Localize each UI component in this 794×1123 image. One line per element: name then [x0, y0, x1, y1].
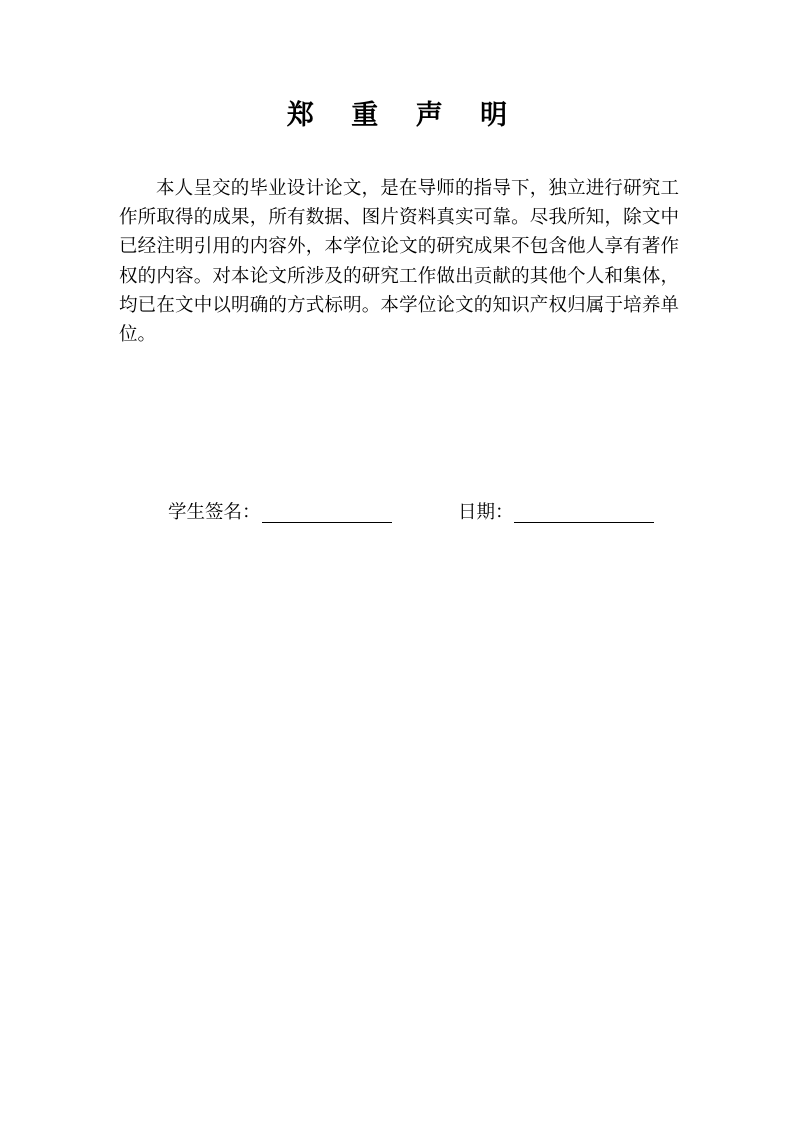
date-label: 日期：	[458, 502, 514, 523]
student-signature-label: 学生签名：	[168, 502, 261, 523]
page-title: 郑 重 声 明	[286, 100, 522, 131]
declaration-text: 本人呈交的毕业设计论文，是在导师的指导下，独立进行研究工作所取得的成果，所有数据、图片资料真实可靠。尽我所知，除文中已经注明引用的内容外，本学位论文的研究成果不包含他人享有著作权的内容。对本论文所涉及的研究工作做出贡献的其他个人和集体，均已在文中以明确的方式标明。本学位论文的知识产权归属于培养单位。	[119, 178, 679, 346]
student-signature-line	[262, 522, 392, 523]
signature-row	[0, 500, 794, 530]
date-line	[514, 522, 654, 523]
